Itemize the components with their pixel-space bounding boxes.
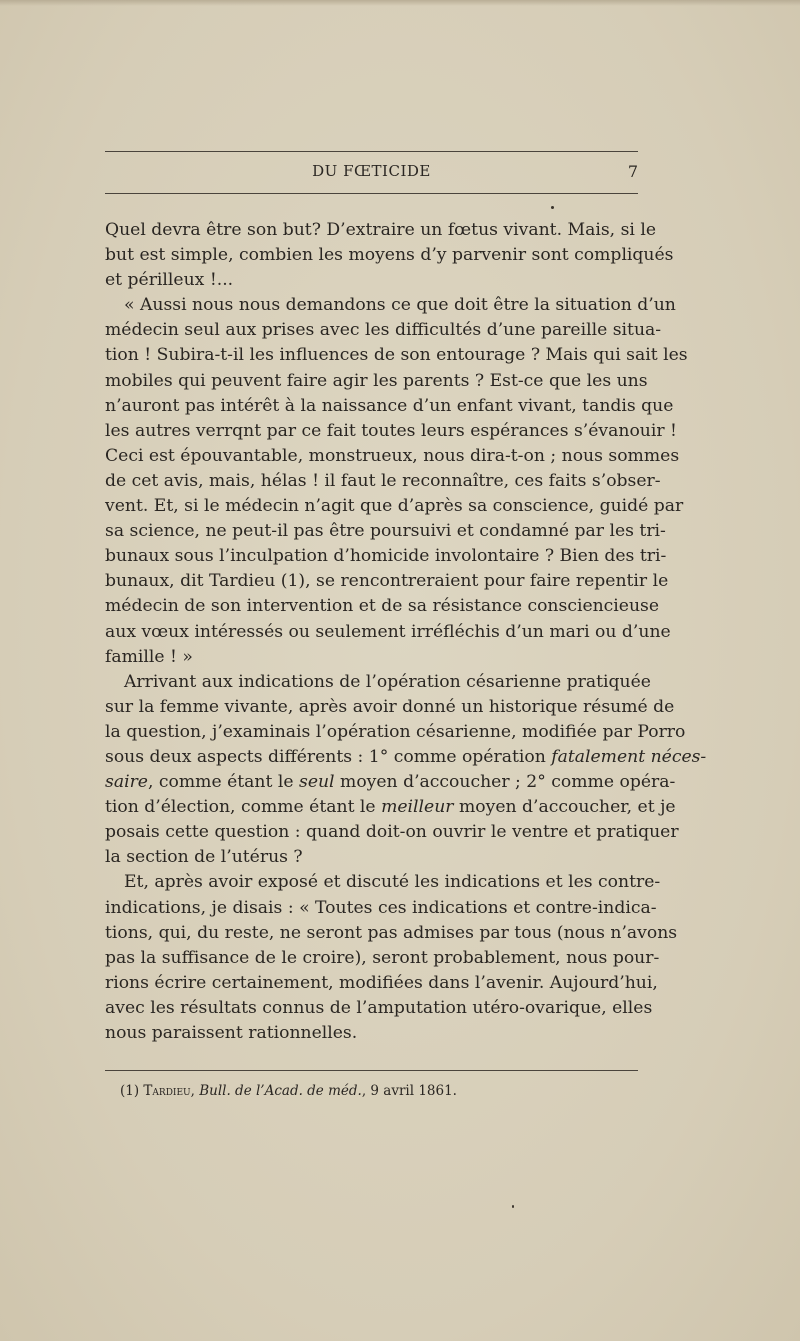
text-segment: sous deux aspects différents : 1° comme opération — [105, 746, 546, 767]
text-line: famille ! » — [105, 646, 193, 667]
footnote — [120, 1083, 457, 1099]
text-line: posais cette question : quand doit-on ouvrir le ventre et pratiquer — [105, 822, 679, 843]
text-line: indications, je disais : « Toutes ces indications et contre-indica- — [105, 897, 657, 918]
text-line: et périlleux !... — [105, 270, 234, 291]
italic-segment: seul — [299, 772, 335, 793]
text-segment: moyen d’accoucher, et je — [458, 797, 676, 818]
footnote-journal: Bull. de l’Acad. de méd. — [199, 1083, 362, 1099]
text-line: rions écrire certainement, modifiées dans l’avenir. Aujourd’hui, — [105, 972, 658, 993]
header-rule-bottom — [105, 193, 638, 194]
text-line: mobiles qui peuvent faire agir les parents ? Est-ce que les uns — [105, 370, 648, 391]
text-line: Et, après avoir exposé et discuté les indications et les contre- — [124, 872, 661, 893]
text-line: tions, qui, du reste, ne seront pas admises par tous (nous n’avons — [105, 922, 678, 943]
footnote-marker: (1) — [120, 1083, 140, 1099]
text-segment: , comme étant le — [147, 772, 294, 793]
text-line: n’auront pas intérêt à la naissance d’un enfant vivant, tandis que — [105, 395, 674, 416]
page-number: 7 — [627, 162, 638, 181]
italic-segment: saire — [105, 772, 148, 793]
text-line: pas la suffisance de le croire), seront probablement, nous pour- — [105, 947, 660, 968]
text-line: bunaux sous l’inculpation d’homicide involontaire ? Bien des tri- — [105, 546, 667, 567]
text-line: bunaux, dit Tardieu (1), se rencontreraient pour faire repentir le — [105, 571, 669, 592]
text-line: de cet avis, mais, hélas ! il faut le reconnaître, ces faits s’obser- — [105, 470, 661, 491]
text-line: sa science, ne peut-il pas être poursuivi et condamné par les tri- — [105, 521, 666, 542]
text-line — [105, 745, 707, 770]
ink-speck — [551, 206, 554, 209]
footnote-author: Tardieu, — [143, 1083, 195, 1099]
header-rule-top — [105, 151, 638, 152]
text-line: la question, j’examinais l’opération césarienne, modifiée par Porro — [105, 721, 686, 742]
text-line: tion ! Subira-t-il les influences de son entourage ? Mais qui sait les — [105, 345, 688, 366]
italic-segment: fatalement néces- — [551, 746, 707, 767]
text-line: la section de l’utérus ? — [105, 847, 303, 868]
text-line: « Aussi nous nous demandons ce que doit être la situation d’un — [124, 295, 676, 316]
text-line: Quel devra être son but? D’extraire un fœtus vivant. Mais, si le — [105, 220, 657, 240]
page-top-edge — [0, 0, 800, 6]
body-text — [105, 218, 707, 1046]
text-line: Arrivant aux indications de l’opération césarienne pratiquée — [124, 671, 651, 692]
text-line: médecin seul aux prises avec les difficultés d’une pareille situa- — [105, 320, 662, 341]
text-line: aux vœux intéressés ou seulement irréfléchis d’un mari ou d’une — [105, 621, 671, 642]
text-line: avec les résultats connus de l’amputation utéro-ovarique, elles — [105, 997, 653, 1018]
text-line: vent. Et, si le médecin n’agit que d’après sa conscience, guidé par — [105, 496, 684, 517]
running-title: DU FŒTICIDE — [312, 162, 431, 180]
ink-speck — [512, 1205, 514, 1208]
footnote-date: , 9 avril 1861. — [361, 1083, 457, 1099]
text-line: nous paraissent rationnelles. — [105, 1023, 358, 1043]
text-line: sur la femme vivante, après avoir donné un historique résumé de — [105, 696, 675, 717]
text-line: médecin de son intervention et de sa résistance consciencieuse — [105, 596, 660, 617]
text-line: but est simple, combien les moyens d’y parvenir sont compliqués — [105, 245, 674, 266]
text-segment: moyen d’accoucher ; 2° comme opéra- — [340, 772, 676, 793]
italic-segment: meilleur — [381, 797, 454, 818]
text-line — [105, 770, 676, 795]
text-segment: tion d’élection, comme étant le — [105, 797, 376, 818]
text-line: les autres verrqnt par ce fait toutes leurs espérances s’évanouir ! — [105, 420, 677, 441]
text-line: Ceci est épouvantable, monstrueux, nous dira-t-on ; nous sommes — [105, 445, 680, 466]
text-line — [105, 795, 676, 820]
footnote-rule — [105, 1070, 638, 1071]
